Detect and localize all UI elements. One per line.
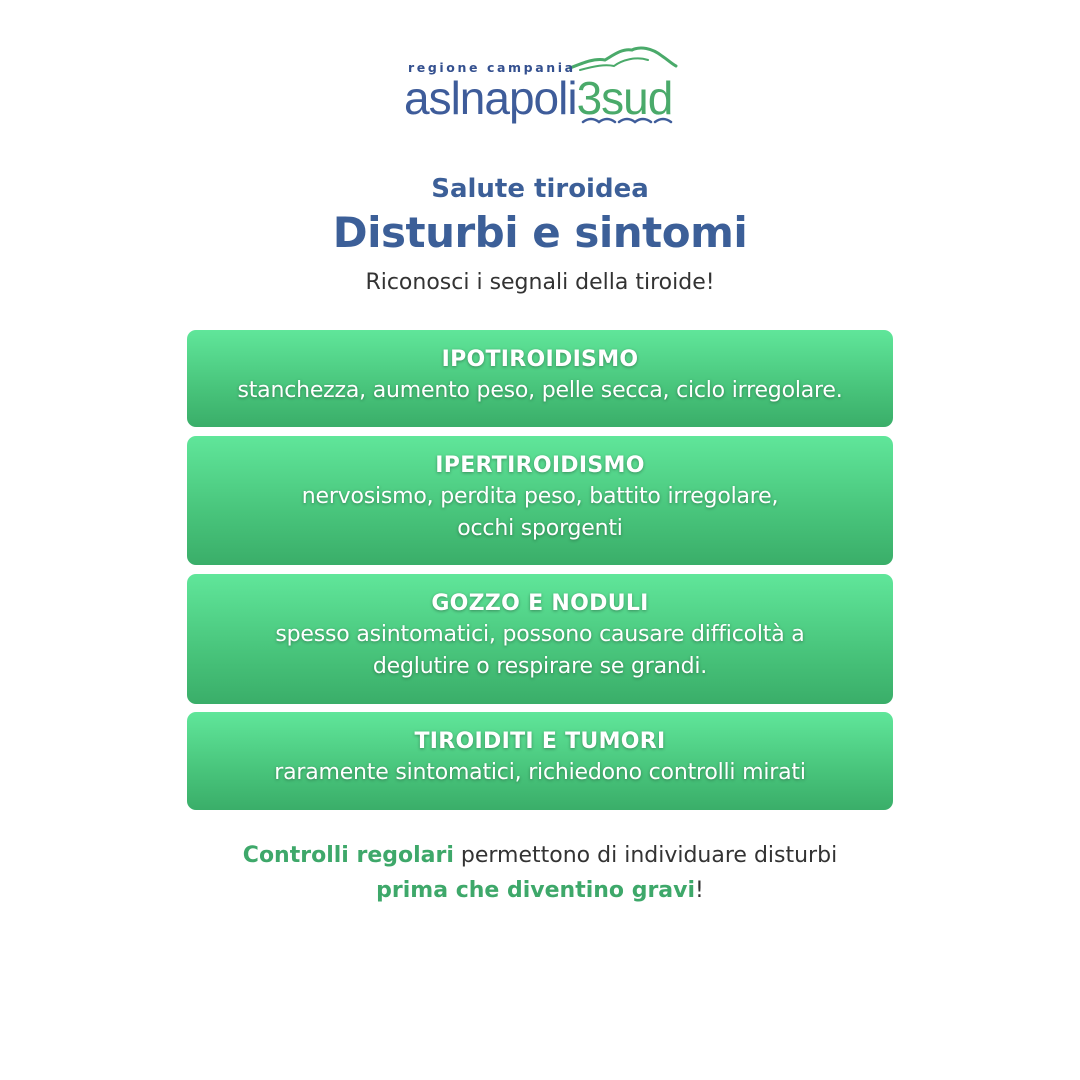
footer-highlight: prima che diventino gravi [376,878,696,903]
footer-message [0,838,1080,908]
card-description-line: raramente sintomatici, richiedono controlli mirati [274,760,806,785]
logo-wordmark-part1: aslnapoli [404,72,577,124]
card-description-line: spesso asintomatici, possono causare difficoltà a [275,622,805,647]
card-description-line: occhi sporgenti [457,516,623,541]
card-gozzo-e-noduli [187,574,893,704]
logo-wordmark [404,70,672,126]
card-description-line: nervosismo, perdita peso, battito irregolare, [301,484,779,509]
footer-line-1 [0,838,1080,873]
page-subtitle: Salute tiroidea [431,174,649,204]
logo-region-text: regione campania [408,60,576,75]
card-title: IPERTIROIDISMO [435,453,645,478]
footer-line-2 [0,873,1080,908]
footer-highlight: Controlli regolari [242,843,454,868]
card-description-line: stanchezza, aumento peso, pelle secca, ciclo irregolare. [237,378,843,403]
card-tiroiditi-e-tumori [187,712,893,810]
card-description-line: deglutire o respirare se grandi. [372,654,708,679]
logo [400,44,690,134]
page-title: Disturbi e sintomi [332,208,748,257]
card-ipotiroidismo [187,330,893,427]
card-title: TIROIDITI E TUMORI [414,729,666,754]
card-ipertiroidismo [187,436,893,565]
card-title: GOZZO E NODULI [431,591,649,616]
page-tagline: Riconosci i segnali della tiroide! [365,270,715,295]
footer-text: permettono di individuare disturbi [453,843,838,868]
footer-text: ! [695,878,704,903]
card-title: IPOTIROIDISMO [441,347,639,372]
logo-wordmark-part2: 3sud [576,72,673,124]
